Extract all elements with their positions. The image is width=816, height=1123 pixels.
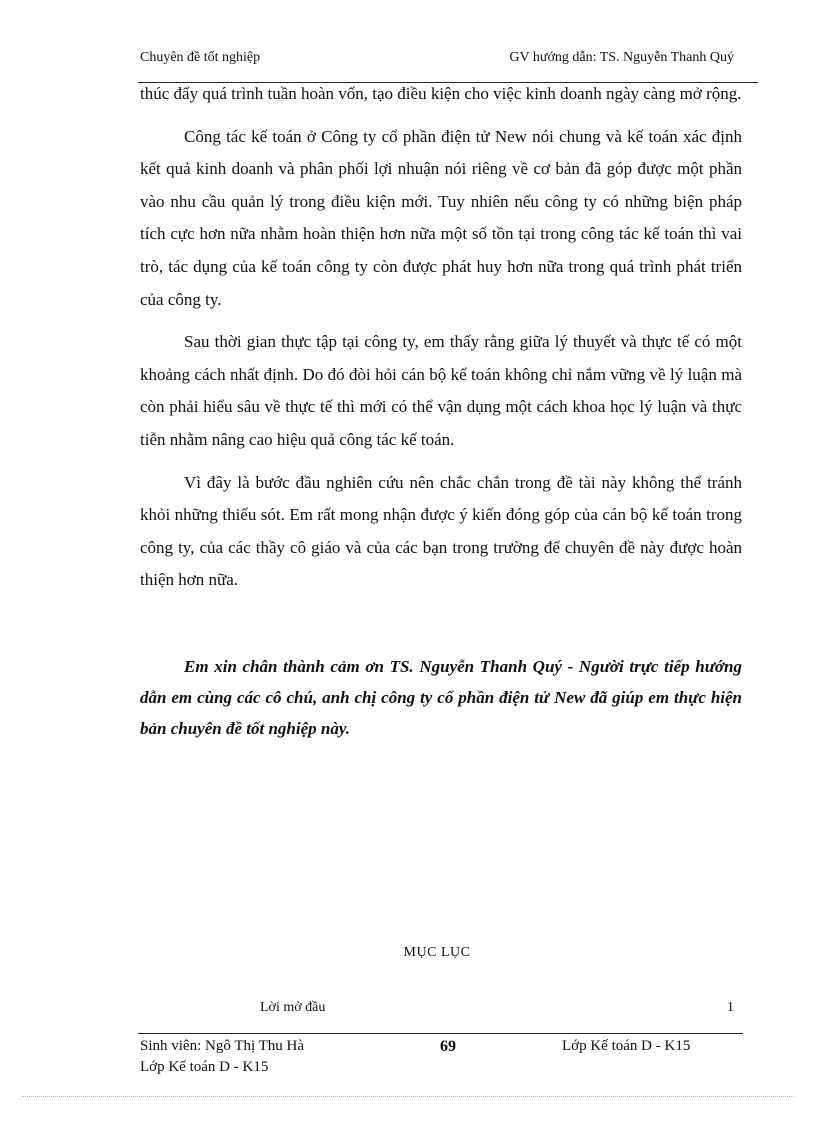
acknowledgement: Em xin chân thành cảm ơn TS. Nguyễn Thanh Quý - Người trực tiếp hướng dẫn em cùng các cô chú, anh chị công ty cổ phần điện tử New đã giúp em thực hiện bản chuyên đề tốt nghiệp này.	[140, 657, 742, 738]
footer-class-right: Lớp Kế toán D - K15	[562, 1038, 691, 1054]
header-document-type: Chuyên đề tốt nghiệp	[140, 50, 261, 65]
page-bottom-dotted-line	[22, 1096, 794, 1097]
paragraph-internship: Sau thời gian thực tập tại công ty, em thấy rằng giữa lý thuyết và thực tế có một khoảng cách nhất định. Do đó đòi hỏi cán bộ kế toán không chỉ nắm vững về lý luận mà còn phải hiểu sâu về thực tế thì mới có thể vận dụng một cách khoa học lý luận và thực tiễn nhằm nâng cao hiệu quả công tác kế toán.	[140, 332, 742, 449]
body-text	[140, 78, 742, 607]
toc-title: MỤC LỤC	[403, 945, 471, 960]
footer-divider	[138, 1033, 743, 1034]
footer-student: Sinh viên: Ngô Thị Thu Hà	[140, 1038, 305, 1054]
toc-entry	[260, 1000, 734, 1016]
toc-entry-page: 1	[727, 1000, 734, 1015]
toc-entry-label: Lời mở đầu	[260, 1000, 326, 1015]
paragraph-continuation: thúc đẩy quá trình tuần hoàn vốn, tạo điều kiện cho việc kinh doanh ngày càng mở rộng.	[140, 84, 742, 103]
footer-class-left: Lớp Kế toán D - K15	[140, 1059, 269, 1075]
footer-page-number: 69	[440, 1038, 456, 1055]
header-advisor: GV hướng dẫn: TS. Nguyễn Thanh Quý	[509, 50, 734, 65]
page-header	[138, 50, 758, 70]
paragraph-accounting-work: Công tác kế toán ở Công ty cổ phần điện tử New nói chung và kế toán xác định kết quả kinh doanh và phân phối lợi nhuận nói riêng về cơ bản đã góp được một phần vào nhu cầu quản lý trong điều kiện mới. Tuy nhiên nếu công ty có những biện pháp tích cực hơn nữa nhằm hoàn thiện hơn nữa một số tồn tại trong công tác kế toán thì vai trò, tác dụng của kế toán công ty còn được phát huy hơn nữa trong quá trình phát triển của công ty.	[140, 126, 742, 309]
paragraph-shortcomings: Vì đây là bước đầu nghiên cứu nên chắc chắn trong đề tài này không thể tránh khỏi những thiếu sót. Em rất mong nhận được ý kiến đóng góp của cán bộ kế toán trong công ty, của các thầy cô giáo và của các bạn trong trường để chuyên đề này được hoàn thiện hơn nữa.	[140, 472, 742, 590]
